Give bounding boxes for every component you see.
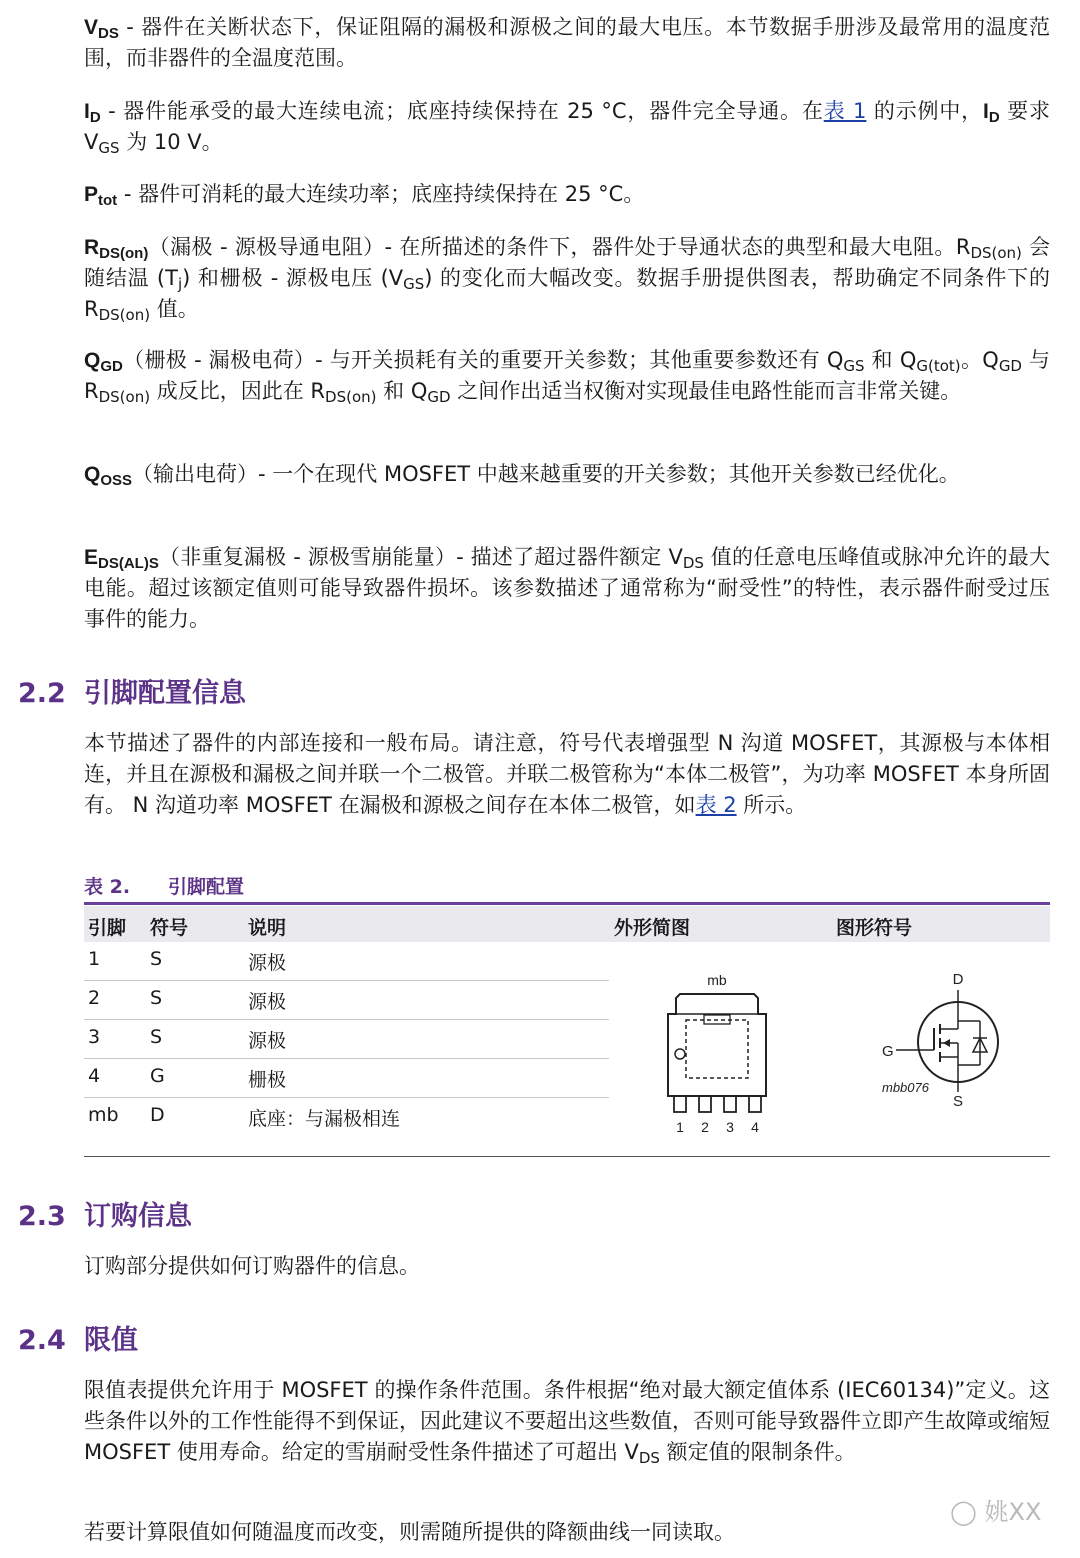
section-2-2-body: 本节描述了器件的内部连接和一般布局。请注意，符号代表增强型 N 沟道 MOSFET，其源极与本体相连，并且在源极和漏极之间并联一个二极管。并联二极管称为“本体二极管”，为功率 MOSFET 本身所固有。 N 沟道功率 MOSFET 在漏极和源极之间存在本体二极管，如表 2 所示。 <box>84 731 1050 817</box>
section-2-3-body: 订购部分提供如何订购器件的信息。 <box>84 1254 420 1278</box>
cell-symbol: S <box>150 1026 163 1048</box>
header-outline: 外形简图 <box>614 917 691 939</box>
wechat-icon: ◯ <box>950 1498 977 1526</box>
table-bottom-rule <box>84 1156 1050 1157</box>
table-row <box>84 1098 609 1137</box>
cell-symbol: G <box>150 1065 165 1087</box>
cell-description: 底座：与漏极相连 <box>248 1108 401 1130</box>
cell-pin: 4 <box>88 1065 101 1087</box>
symbol-code-label: mbb076 <box>882 1080 929 1095</box>
outline-mb-label: mb <box>707 972 727 988</box>
param-eds-al-s: $E_{DS(AL)S}$（非重复漏极 - 源极雪崩能量）- 描述了超过器件额定 $V_{DS}$ 值的任意电压峰值或脉冲允许的最大电能。超过该额定值则可能导致器件损坏。该参数描述了通常称为“耐受性”的特性，表示器件耐受过压事件的能力。 <box>84 545 1050 631</box>
section-2-4-note: 若要计算限值如何随温度而改变，则需随所提供的降额曲线一同读取。 <box>84 1520 735 1544</box>
header-symbol: 符号 <box>150 917 189 939</box>
param-vds: $V_{DS}$ - 器件在关断状态下，保证阻隔的漏极和源极之间的最大电压。本节数据手册涉及最常用的温度范围，而非器件的全温度范围。 <box>84 15 1050 70</box>
source-label: S <box>952 1093 964 1108</box>
cell-description: 源极 <box>248 1030 287 1052</box>
table-top-rule <box>84 902 1050 905</box>
cell-pin: 3 <box>88 1026 101 1048</box>
section-2-4-body: 限值表提供允许用于 MOSFET 的操作条件范围。条件根据“绝对最大额定值体系 (IEC60134)”定义。这些条件以外的工作性能得不到保证，因此建议不要超出这些数值，否则可能导致器件立即产生故障或缩短 MOSFET 使用寿命。给定的雪崩耐受性条件描述了可超出 $V_{DS}$ 额定值的限制条件。 <box>84 1378 1050 1467</box>
pin1-marker <box>675 1049 685 1059</box>
header-pin: 引脚 <box>88 917 127 939</box>
lead-label: 3 <box>726 1119 734 1135</box>
package-body <box>668 994 766 1096</box>
package-outline-drawing <box>662 964 792 1139</box>
table1-link[interactable]: 表 1 <box>823 99 867 123</box>
param-id: $I_D$ - 器件能承受的最大连续电流；底座持续保持在 25 °C，器件完全导通。在表 1 的示例中，$I_D$ 要求 $V_{GS}$ 为 10 V。 <box>84 99 1050 157</box>
cell-pin: 1 <box>88 948 101 970</box>
mosfet-symbol <box>874 968 1024 1108</box>
param-ptot: $P_{tot}$ - 器件可消耗的最大连续功率；底座持续保持在 25 °C。 <box>84 182 645 209</box>
section-heading-2-4: 2.4 限值 <box>18 1325 138 1356</box>
section-heading-2-2: 2.2 引脚配置信息 <box>18 678 246 709</box>
lead-label: 1 <box>676 1119 684 1135</box>
lead-label: 4 <box>751 1119 759 1135</box>
cell-symbol: S <box>150 987 163 1009</box>
param-qoss: $Q_{OSS}$（输出电荷）- 一个在现代 MOSFET 中越来越重要的开关参数；其他开关参数已经优化。 <box>84 462 960 489</box>
header-description: 说明 <box>248 917 287 939</box>
table-row <box>84 1020 609 1059</box>
cell-symbol: S <box>150 948 163 970</box>
watermark: ◯ 姚XX <box>950 1498 1042 1526</box>
table-caption: 表 2. 引脚配置 <box>84 876 245 898</box>
table-header-row <box>84 906 1050 942</box>
drain-label: D <box>952 971 964 988</box>
cell-description: 源极 <box>248 952 287 974</box>
cell-description: 源极 <box>248 991 287 1013</box>
die-outline <box>686 1020 748 1078</box>
cell-symbol: D <box>150 1104 165 1126</box>
cell-pin: 2 <box>88 987 101 1009</box>
section-heading-2-3: 2.3 订购信息 <box>18 1201 192 1232</box>
table-row <box>84 1059 609 1098</box>
table-row <box>84 981 609 1020</box>
package-leads <box>674 1096 761 1112</box>
table-row <box>84 942 609 981</box>
param-qgd: $Q_{GD}$（栅极 - 漏极电荷）- 与开关损耗有关的重要开关参数；其他重要参数还有 $Q_{GS}$ 和 $Q_{G(tot)}$。$Q_{GD}$ 与 $R_{DS(on)}$ 成反比，因此在 $R_{DS(on)}$ 和 $Q_{GD}$ 之间作出适当权衡对实现最佳电路性能而言非常关键。 <box>84 348 1050 406</box>
header-graphic-symbol: 图形符号 <box>836 917 913 939</box>
param-rds-on: $R_{DS(on)}$（漏极 - 源极导通电阻）- 在所描述的条件下，器件处于导通状态的典型和最大电阻。$R_{DS(on)}$ 会随结温 $(T_j)$ 和栅极 - 源极电压 $(V_{GS})$ 的变化而大幅改变。数据手册提供图表，帮助确定不同条件下的 $R_{DS(on)}$ 值。 <box>84 235 1050 324</box>
table2-link[interactable]: 表 2 <box>695 793 737 817</box>
cell-description: 栅极 <box>248 1069 287 1091</box>
cell-pin: mb <box>88 1104 119 1126</box>
lead-label: 2 <box>701 1119 709 1135</box>
gate-label: G <box>882 1043 894 1060</box>
